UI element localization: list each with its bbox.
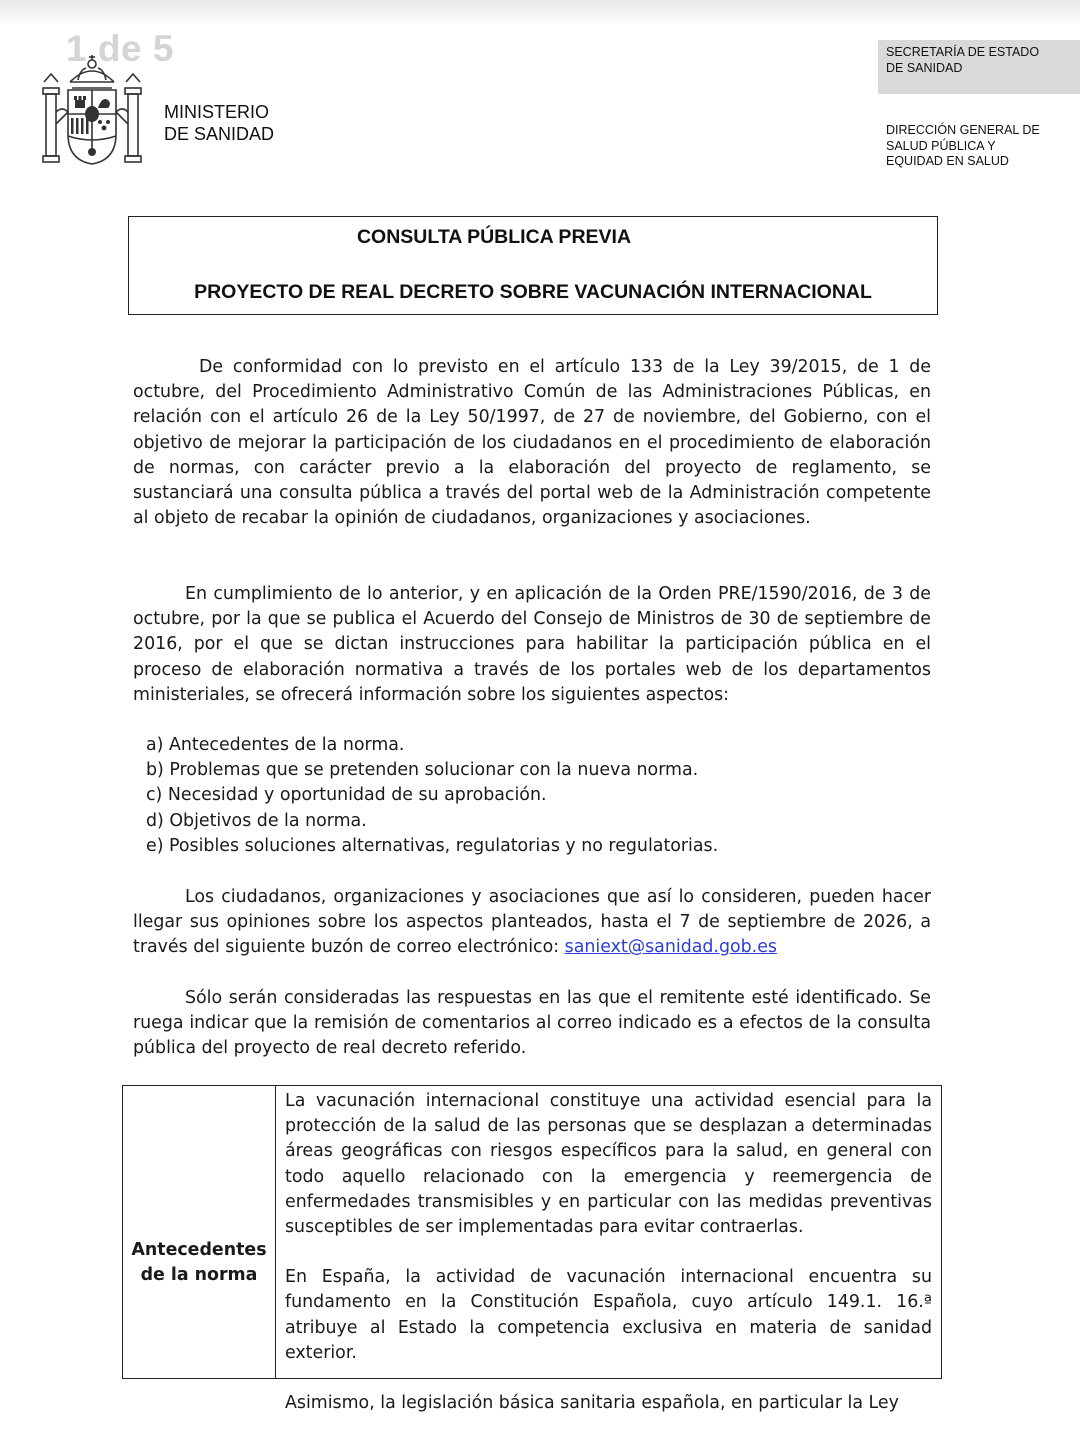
table-content-paragraph: En España, la actividad de vacunación internacional encuentra su fundamento en la Constitución Española, cuyo artículo 149.1. 16.ª atribuye al Estado la competencia exclusiva en materia de sanidad exterior.	[285, 1267, 932, 1363]
direccion-line3: EQUIDAD EN SALUD	[886, 154, 1009, 168]
scan-top-shadow	[0, 0, 1080, 26]
table-column-divider	[275, 1086, 276, 1378]
table-row-heading-line2: de la norma	[140, 1265, 258, 1286]
direccion-line2: SALUD PÚBLICA Y	[886, 138, 996, 153]
ministry-name	[164, 101, 274, 145]
list-item: c) Necesidad y oportunidad de su aprobación.	[146, 785, 547, 806]
document-subtitle: PROYECTO DE REAL DECRETO SOBRE VACUNACIÓN INTERNACIONAL	[194, 281, 872, 303]
contact-email-link[interactable]: saniext@sanidad.gob.es	[564, 937, 777, 958]
ministry-name-line1: MINISTERIO	[164, 102, 270, 122]
table-row-content	[285, 1089, 932, 1416]
table-row-heading	[123, 1238, 275, 1288]
intro-paragraph: De conformidad con lo previsto en el artículo 133 de la Ley 39/2015, de 1 de octubre, del Procedimiento Administrativo Común de las Administraciones Públicas, en relación con el artículo 26 de la Ley 50/1997, de 27 de noviembre, del Gobierno, con el objetivo de mejorar la participación de los ciudadanos en el procedimiento de elaboración de normas, con carácter previo a la elaboración del proyecto de reglamento, se sustanciará una consulta pública a través del portal web de la Administración competente al objeto de recabar la opinión de ciudadanos, organizaciones y asociaciones.	[133, 357, 931, 529]
identification-paragraph: Sólo serán consideradas las respuestas en las que el remitente esté identificado. Se ruega indicar que la remisión de comentarios al correo indicado es a efectos de la consulta pública del proyecto de real decreto referido.	[133, 988, 931, 1059]
participation-paragraph	[133, 885, 931, 961]
list-item: a) Antecedentes de la norma.	[146, 735, 405, 755]
list-item: b) Problemas que se pretenden solucionar con la nueva norma.	[146, 760, 699, 781]
document-title: CONSULTA PÚBLICA PREVIA	[356, 226, 632, 248]
list-item: d) Objetivos de la norma.	[146, 810, 367, 831]
document-title-box	[128, 216, 938, 315]
direccion-label	[886, 123, 1076, 170]
direccion-line1: DIRECCIÓN GENERAL DE	[886, 123, 1040, 137]
table-content-paragraph: La vacunación internacional constituye una actividad esencial para la protección de la salud de las personas que se desplazan a determinadas áreas geográficas con riesgos específicos para la salud, en general con todo aquello relacionado con la emergencia y reemergencia de enfermedades transmisibles y en particular con las medidas preventivas susceptibles de ser implementadas para evitar contraerlas.	[285, 1091, 932, 1238]
list-item: e) Posibles soluciones alternativas, regulatorias y no regulatorias.	[146, 835, 719, 856]
secretaria-line2: DE SANIDAD	[886, 60, 963, 75]
table-row-heading-line1: Antecedentes	[131, 1240, 267, 1260]
table-content-paragraph: Asimismo, la legislación básica sanitaria española, en particular la Ley	[285, 1393, 899, 1414]
secretaria-line1: SECRETARÍA DE ESTADO	[886, 45, 1040, 59]
spain-coat-of-arms-icon	[40, 52, 144, 172]
participation-text: Los ciudadanos, organizaciones y asociaciones que así lo consideren, pueden hacer llegar sus opiniones sobre los aspectos planteados, hasta el 7 de septiembre de 2026, a través del siguiente buzón de correo electrónico:	[133, 887, 931, 958]
ministry-name-line2: DE SANIDAD	[164, 124, 275, 144]
secretaria-label	[878, 40, 1080, 94]
page-counter: 1 de 5	[66, 28, 174, 69]
aspects-list	[146, 733, 926, 859]
antecedentes-table	[122, 1085, 942, 1414]
compliance-paragraph: En cumplimiento de lo anterior, y en aplicación de la Orden PRE/1590/2016, de 3 de octubre, por la que se publica el Acuerdo del Consejo de Ministros de 30 de septiembre de 2016, por el que se dictan instrucciones para habilitar la participación pública en el proceso de elaboración normativa a través de los portales web de los departamentos ministeriales, se ofrecerá información sobre los siguientes aspectos:	[133, 584, 931, 705]
